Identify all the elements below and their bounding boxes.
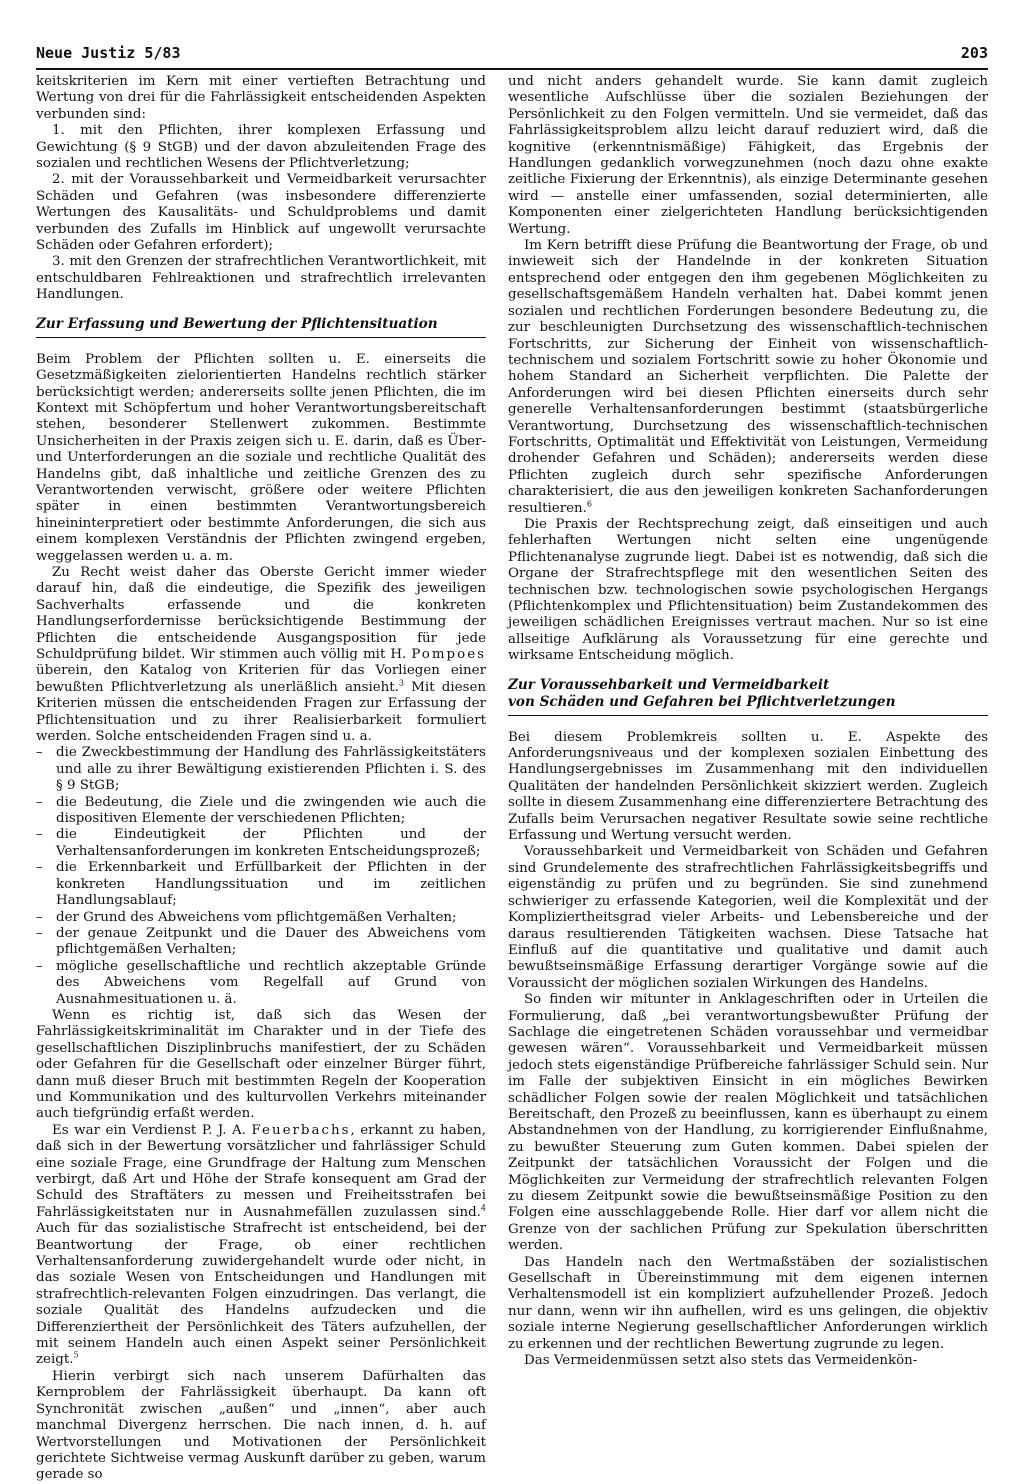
footnote-ref: 4 — [480, 1203, 486, 1213]
body-paragraph: Das Handeln nach den Wertmaßstäben der sozialistischen Gesellschaft in Übereinstimmung mit dem eigenen internen Verhaltensmodell ist ein kompliziert aufzuhellender Prozeß. Jedoch nur dann, wenn wir ihn aufhellen, wird es uns gelingen, die objektiv soziale interne Negierung gesellschaftlicher Anforderungen wirklich zu erkennen und der rechtlichen Bewertung zugrunde zu legen. — [508, 1254, 988, 1352]
footnote-ref: 5 — [73, 1351, 79, 1360]
dash-bullet: – — [36, 860, 43, 876]
left-column — [36, 74, 486, 1484]
section-heading-pflichtensituation: Zur Erfassung und Bewertung der Pflichtensituation — [36, 316, 486, 338]
body-paragraph: Beim Problem der Pflichten sollten u. E. einerseits die Gesetzmäßigkeiten zielorientierten Handelns rechtlich stärker berücksichtigt werden; andererseits sollte jenen Pflichten, die im Kontext mit Schöpfertum und hoher Verantwortungsbereitschaft stehen, besonderer Stellenwert zukommen. Bestimmte Unsicherheiten in der Praxis zeigen sich u. E. darin, daß es Über- und Unterforderungen an die soziale und rechtliche Qualität des Handelns gibt, daß inhaltliche und zeitliche Grenzen des zu Verantwortenden verwischt, größere oder weitere Pflichten später in einen bestimmten Verantwortungsbereich hineininterpretiert oder bestimmte Anforderungen, die sich aus einem komplexen Verständnis der Pflichten zwingend ergeben, weggelassen werden u. a. m. — [36, 351, 486, 564]
body-paragraph: Zu Recht weist daher das Oberste Gericht immer wieder darauf hin, daß die eindeutige, die Spezifik des jeweiligen Sachverhalts erfassende und die konkreten Handlungserfordernisse berücksichtigende Bestimmung der Pflichten die entscheidende Ausgangsposition für jede Schuldprüfung bildet. Wir stimmen auch völlig mit H. Pompoes überein, den Katalog von Kriterien für das Vorliegen einer bewußten Pflichtverletzung als unerläßlich ansieht.$^3$ Mit diesen Kriterien müssen die entscheidenden Fragen zur Erfassung der Pflichtensituation und zu ihrer Realisierbarkeit formuliert werden. Solche entscheidenden Fragen sind u. a. — [36, 564, 486, 745]
author-name: Pompoes — [411, 647, 486, 662]
footnote-ref: 6 — [586, 499, 592, 509]
body-paragraph: Bei diesem Problemkreis sollten u. E. Aspekte des Anforderungsniveaus und der komplexen sozialen Einbettung des Handlungsergebnisses im Zusammenhang mit den individuellen Qualitäten der handelnden Persönlichkeit skizziert werden. Zugleich sollte in diesem Zusammenhang eine differenziertere Betrachtung des Zufalls beim Verursachen negativer Resultate sowie seine rechtliche Erfassung und Wertung versucht werden. — [508, 729, 988, 844]
body-paragraph: Es war ein Verdienst P. J. A. Feuerbachs, erkannt zu haben, daß sich in der Bewertung vorsätzlicher und fahrlässiger Schuld eine soziale Frage, eine Grundfrage der Haltung zum Menschen verbirgt, daß Art und Höhe der Strafe konsequent am Grad der Schuld des Straftäters zu messen und Freiheitsstrafen bei Fahrlässigkeitstaten nur in Ausnahmefällen zuzulassen sind.$^4$ Auch für das sozialistische Strafrecht ist entscheidend, bei der Beantwortung der Frage, ob einer rechtlichen Verhaltensanforderung zuwidergehandelt wurde oder nicht, in das soziale Wesen von Entscheidungen und Handlungen mit strafrechtlich-relevanten Folgen einzudringen. Das verlangt, die soziale Qualität des Handelns aufzudecken und die Differenziertheit der Persönlichkeit des Täters aufzuhellen, der mit seinem Handeln auch einen Aspekt seiner Persönlichkeit zeigt.$^5$ — [36, 1122, 486, 1368]
dash-bullet: – — [36, 909, 43, 925]
dash-bullet: – — [36, 827, 43, 843]
body-paragraph: Voraussehbarkeit und Vermeidbarkeit von Schäden und Gefahren sind Grundelemente des strafrechtlichen Fahrlässigkeitsbegriffs und eigenständig zu prüfen und zu begründen. Sie sind zunehmend schwieriger zu erfassende Kategorien, weil die Komplexität und der Kompliziertheitsgrad vieler Arbeits- und Lebensbereiche und der daraus resultierenden Tätigkeiten wachsen. Diese Tatsache hat Einfluß auf die quantitative und qualitative und damit auch bewußtseinsmäßige Erfassung derartiger Vorgänge sowie auf die Voraussicht der möglichen sozialen Wirkungen des Handelns. — [508, 844, 988, 991]
section-heading-line: von Schäden und Gefahren bei Pflichtverletzungen — [508, 693, 896, 710]
criteria-item: – mögliche gesellschaftliche und rechtlich akzeptable Gründe des Abweichens vom Regelfall auf Grund von Ausnahmesituationen u. ä. — [36, 958, 486, 1007]
right-column — [508, 74, 988, 1369]
header-rule — [36, 68, 988, 70]
criteria-item: – die Zweckbestimmung der Handlung des Fahrlässigkeitstäters und alle zu ihrer Bewältigung existierenden Pflichten i. S. des § 9 StGB; — [36, 745, 486, 794]
criteria-item: – die Eindeutigkeit der Pflichten und der Verhaltensanforderungen im konkreten Entscheidungsprozeß; — [36, 827, 486, 859]
author-name: Feuerbachs — [251, 1122, 351, 1138]
section-heading-line: Zur Voraussehbarkeit und Vermeidbarkeit — [508, 676, 830, 693]
criteria-item: – der Grund des Abweichens vom pflichtgemäßen Verhalten; — [36, 909, 457, 925]
aspect-item: 3. mit den Grenzen der strafrechtlichen Verantwortlichkeit, mit entschuldbaren Fehlreaktionen und strafrechtlich irrelevanten Handlungen. — [36, 254, 486, 303]
body-paragraph: Im Kern betrifft diese Prüfung die Beantwortung der Frage, ob und inwieweit sich der Handelnde in der konkreten Situation entsprechend oder entgegen den ihm gegebenen Möglichkeiten zu gesellschaftsgemäßem Handeln verhalten hat. Dabei kommt jenen sozialen und rechtlichen Forderungen besondere Bedeutung zu, die zur beschleunigten Durchsetzung des wissenschaftlich-technischen Fortschritts, zur Sicherung der Einheit von wissenschaftlich-technischem und sozialem Fortschritt sowie zu hoher Ökonomie und hohem Standard an Sicherheit verpflichten. Die Palette der Anforderungen wird bei diesen Pflichten einerseits durch sehr generelle Verhaltensanforderungen bestimmt (staatsbürgerliche Verantwortung, Durchsetzung des wissenschaftlich-technischen Fortschritts, Optimalität und Effektivität von Leistungen, Vermeidung drohender Gefahren und Schäden); andererseits werden diese Pflichten zugleich durch sehr spezifische Anforderungen charakterisiert, die aus den jeweiligen konkreten Sachanforderungen resultieren.$^6$ — [508, 238, 988, 516]
criteria-item: – die Erkennbarkeit und Erfüllbarkeit der Pflichten in der konkreten Handlungssituation und im zeitlichen Handlungsablauf; — [36, 860, 486, 909]
page-number: 203 — [960, 44, 988, 62]
footnote-ref: 3 — [398, 678, 405, 688]
intro-paragraph: keitskriterien im Kern mit einer vertieften Betrachtung und Wertung von drei für die Fahrlässigkeit entscheidenden Aspekten verbunden sind: — [36, 74, 486, 122]
dash-bullet: – — [36, 925, 43, 941]
criteria-item: – die Bedeutung, die Ziele und die zwingenden wie auch die dispositiven Elemente der verschiedenen Pflichten; — [36, 794, 486, 827]
dash-bullet: – — [36, 958, 43, 974]
dash-bullet: – — [36, 745, 43, 761]
body-paragraph: und nicht anders gehandelt wurde. Sie kann damit zugleich wesentliche Aufschlüsse über die sozialen Beziehungen der Persönlichkeit zu den Folgen vermitteln. Und sie vermeidet, daß das Fahrlässigkeitsproblem allzu leicht darauf reduziert wird, daß die kognitive (erkenntnismäßige) Fähigkeit, das Ergebnis der Handlungen gedanklich vorwegzunehmen (noch dazu ohne exakte zeitliche Fixierung der Erkenntnis), als einzige Determinante gesehen wird — anstelle einer umfassenden, sozial determinierten, alle Komponenten einer zielgerichteten Handlung berücksichtigenden Wertung. — [508, 74, 988, 237]
aspect-item: 2. mit der Voraussehbarkeit und Vermeidbarkeit verursachter Schäden und Gefahren (was insbesondere differenzierte Wertungen des Kausalitäts- und Schuldproblems und damit verbunden des Zufalls im Hinblick auf ungewollt verursachte Schäden oder Gefahren erfordert); — [36, 172, 486, 254]
section-heading-voraussehbarkeit — [508, 677, 988, 716]
aspect-item: 1. mit den Pflichten, ihrer komplexen Erfassung und Gewichtung (§ 9 StGB) und der davon abzuleitenden Frage des sozialen und rechtlichen Wesens der Pflichtverletzung; — [36, 123, 486, 172]
dash-bullet: – — [36, 794, 43, 810]
body-paragraph: Das Vermeidenmüssen setzt also stets das Vermeidenkön- — [524, 1353, 918, 1369]
journal-title: Neue Justiz 5/83 — [36, 44, 181, 62]
body-paragraph: Hierin verbirgt sich nach unserem Dafürhalten das Kernproblem der Fahrlässigkeit überhaupt. Da kann oft Synchronität zwischen „außen“ und „innen“, aber auch manchmal Divergenz herrschen. Die nach innen, d. h. auf Wertvorstellungen und Motivationen der Persönlichkeit gerichtete Sichtweise vermag Auskunft darüber zu geben, warum gerade so — [36, 1368, 486, 1483]
body-paragraph: Die Praxis der Rechtsprechung zeigt, daß einseitigen und auch fehlerhaften Wertungen nicht selten eine ungenügende Pflichtenanalyse zugrunde liegt. Dabei ist es notwendig, daß sich die Organe der Strafrechtspflege mit den wesentlichen Seiten des technischen bzw. technologischen sowie psychologischen Hergangs (Pflichtenkomplex und Pflichtensituation) beim Zustandekommen des jeweiligen schädlichen Ereignisses vertraut machen. Nur so ist eine allseitige Aufklärung als Voraussetzung für eine gerechte und wirksame Entscheidung möglich. — [508, 516, 988, 664]
criteria-item: – der genaue Zeitpunkt und die Dauer des Abweichens vom pflichtgemäßen Verhalten; — [36, 925, 486, 958]
body-paragraph: So finden wir mitunter in Anklageschriften oder in Urteilen die Formulierung, daß „bei verantwortungsbewußter Prüfung der Sachlage die eingetretenen Schäden voraussehbar und vermeidbar gewesen wären“. Voraussehbarkeit und Vermeidbarkeit müssen jedoch stets eigenständige Prüfbereiche fahrlässiger Schuld sein. Nur im Falle der subjektiven Einsicht in ein mögliches Bewirken schädlicher Folgen sowie der realen Möglichkeit und tatsächlichen Bereitschaft, den Prozeß zu beeinflussen, kann es überhaupt zu einem Abstandnehmen von der Handlung, zu korrigierender Einflußnahme, zu bewußter Steuerung zum Guten kommen. Dabei spielen der Zeitpunkt der tatsächlichen Voraussicht der Folgen und die Möglichkeiten zur Vermeidung der strafrechtlich relevanten Folgen zu diesem Zeitpunkt sowie die bewußtseinsmäßige Position zu den Folgen eine ausschlaggebende Rolle. Hier darf vor allem nicht die Grenze von der sachlichen Prüfung zur Spekulation überschritten werden. — [508, 992, 988, 1254]
body-paragraph: Wenn es richtig ist, daß sich das Wesen der Fahrlässigkeitskriminalität im Charakter und in der Tiefe des gesellschaftlichen Disziplinbruchs manifestiert, der zu Schäden oder Gefahren für die Gesellschaft oder einzelner Bürger führt, dann muß dieser Bruch mit bestimmten Regeln der Kooperation und Kommunikation und des kulturvollen Verkehrs miteinander auch tiefgründig erfaßt werden. — [36, 1007, 486, 1122]
running-header — [36, 44, 988, 66]
